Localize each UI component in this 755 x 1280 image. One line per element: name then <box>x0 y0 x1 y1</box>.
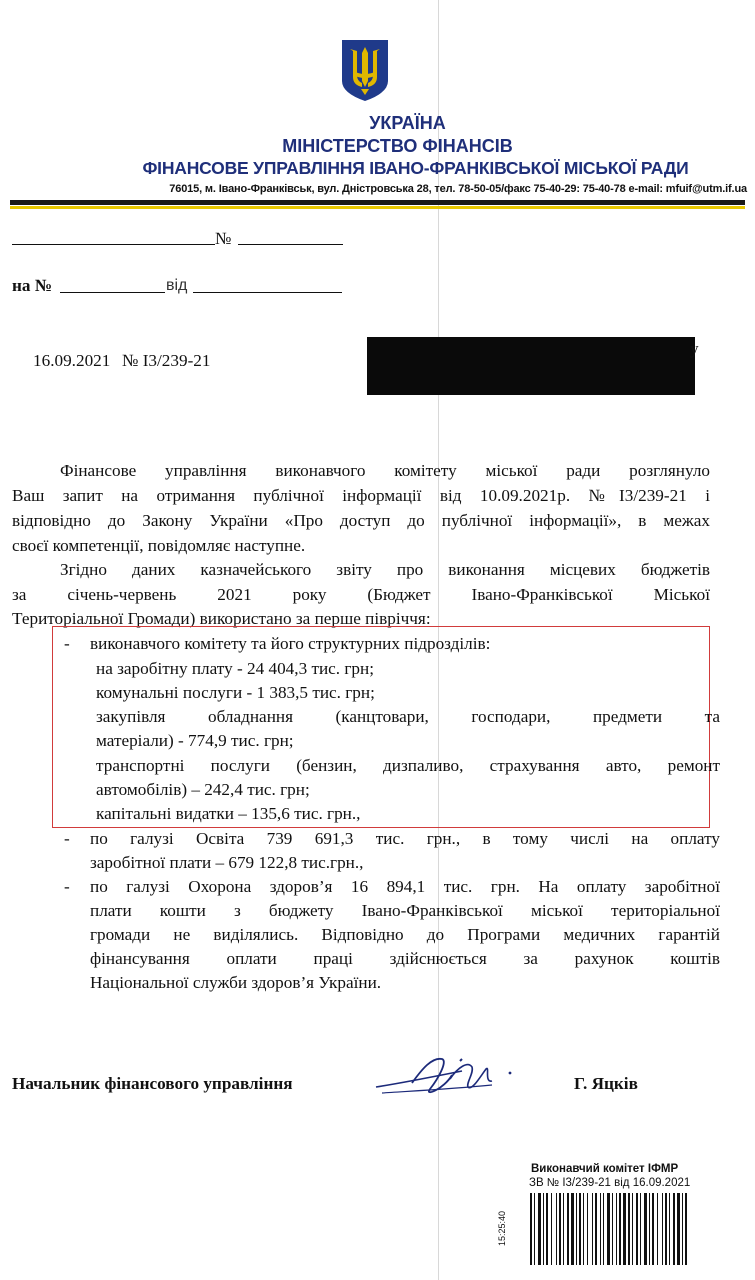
outgoing-date-field <box>12 244 215 245</box>
para2-line2: за січень-червень 2021 року (Бюджет Івано-Франківської Міської <box>12 585 710 604</box>
barcode-bar <box>636 1193 638 1265</box>
outgoing-number-field <box>238 244 343 245</box>
para1-line3: відповідно до Закону України «Про доступ до публічної інформації», в межах <box>12 511 710 530</box>
bullet1-capital: капітальні видатки – 135,6 тис. грн., <box>96 804 361 823</box>
reply-date-field <box>193 292 342 293</box>
bullet3-line1: по галузі Охорона здоров’я 16 894,1 тис. грн. На оплату заробітної <box>90 877 720 896</box>
barcode-bar <box>673 1193 675 1265</box>
barcode-bar <box>556 1193 557 1265</box>
bullet1-salary: на заробітну плату - 24 404,3 тис. грн; <box>96 659 375 678</box>
barcode-bar <box>534 1193 535 1265</box>
barcode-bar <box>657 1193 658 1265</box>
barcode-bar <box>616 1193 617 1265</box>
barcode-bar <box>619 1193 621 1265</box>
barcode-bar <box>579 1193 581 1265</box>
bullet1-equipment-1: закупівля обладнання (канцтовари, господари, предмети та <box>96 707 720 726</box>
trident-emblem-icon <box>339 37 391 103</box>
barcode-bar <box>632 1193 633 1265</box>
bullet1-utilities: комунальні послуги - 1 383,5 тис. грн; <box>96 683 375 702</box>
stamp-time: 15:25:40 <box>497 1210 507 1246</box>
bullet2-dash: - <box>64 829 70 848</box>
barcode-bar <box>567 1193 569 1265</box>
from-label: від <box>166 277 188 294</box>
barcode-bar <box>649 1193 650 1265</box>
country-title: УКРАЇНА <box>369 113 446 133</box>
recipient-trailing-char: у <box>690 339 699 358</box>
ministry-title: МІНІСТЕРСТВО ФІНАНСІВ <box>282 136 513 156</box>
barcode-bar <box>576 1193 577 1265</box>
barcode-bar <box>551 1193 552 1265</box>
barcode-bar <box>612 1193 613 1265</box>
para1-line1: Фінансове управління виконавчого комітету міської ради розглянуло <box>60 461 710 480</box>
barcode-bar <box>600 1193 601 1265</box>
document-number: № І3/239-21 <box>122 351 211 370</box>
address-line: 76015, м. Івано-Франківськ, вул. Дністровська 28, тел. 78-50-05/факс 75-40-29: 75-40-78 e-mail: mfuif@utm.if.ua <box>169 183 747 195</box>
barcode-bar <box>665 1193 667 1265</box>
stamp-registration: ЗВ № І3/239-21 від 16.09.2021 <box>529 1177 691 1189</box>
bullet1-transport-1: транспортні послуги (бензин, дизпаливо, страхування авто, ремонт <box>96 756 720 775</box>
signatory-name: Г. Яцків <box>574 1074 638 1093</box>
barcode-bar <box>583 1193 584 1265</box>
header-rule-yellow <box>10 206 745 209</box>
barcode-bar <box>592 1193 593 1265</box>
barcode-bar <box>652 1193 654 1265</box>
barcode-bar <box>623 1193 626 1265</box>
barcode-bar <box>587 1193 588 1265</box>
para2-line3: Територіальної Громади) використано за перше півріччя: <box>12 609 431 628</box>
bullet1-title: виконавчого комітету та його структурних підрозділів: <box>90 634 491 653</box>
signatory-position: Начальник фінансового управління <box>12 1074 293 1093</box>
para1-line4: своєї компетенції, повідомляє наступне. <box>12 536 306 555</box>
para1-line2: Ваш запит на отримання публічної інформації від 10.09.2021р. №І3/239-21 і <box>12 486 710 505</box>
bullet3-line2: плати кошти з бюджету Івано-Франківської міської територіальної <box>90 901 720 920</box>
barcode-bar <box>559 1193 561 1265</box>
reply-prefix: на № <box>12 276 53 295</box>
registration-barcode <box>528 1193 688 1265</box>
handwritten-signature <box>372 1049 522 1099</box>
para2-line1: Згідно даних казначейського звіту про виконання місцевих бюджетів <box>60 560 710 579</box>
barcode-bar <box>571 1193 574 1265</box>
barcode-bar <box>563 1193 564 1265</box>
barcode-bar <box>644 1193 647 1265</box>
barcode-bar <box>538 1193 541 1265</box>
barcode-bar <box>682 1193 683 1265</box>
bullet1-dash: - <box>64 634 70 653</box>
barcode-bar <box>677 1193 680 1265</box>
barcode-bar <box>685 1193 687 1265</box>
bullet3-line3: громади не виділялись. Відповідно до Програми медичних гарантій <box>90 925 720 944</box>
department-title: ФІНАНСОВЕ УПРАВЛІННЯ ІВАНО-ФРАНКІВСЬКОЇ МІСЬКОЇ РАДИ <box>142 158 689 178</box>
barcode-bar <box>530 1193 532 1265</box>
barcode-bar <box>543 1193 544 1265</box>
stamp-organization: Виконавчий комітет ІФМР <box>531 1163 679 1175</box>
bullet3-line4: фінансування оплати праці здійснюється за рахунок коштів <box>90 949 720 968</box>
barcode-bar <box>669 1193 670 1265</box>
number-sign: № <box>215 229 232 248</box>
barcode-bar <box>603 1193 604 1265</box>
bullet1-transport-2: автомобілів) – 242,4 тис. грн; <box>96 780 310 799</box>
document-date: 16.09.2021 <box>33 351 111 370</box>
bullet1-equipment-2: матеріали) - 774,9 тис. грн; <box>96 731 294 750</box>
bullet3-dash: - <box>64 877 70 896</box>
barcode-bar <box>546 1193 548 1265</box>
barcode-bar <box>607 1193 610 1265</box>
bullet2-line2: заробітної плати – 679 122,8 тис.грн., <box>90 853 364 872</box>
bullet3-line5: Національної служби здоров’я України. <box>90 973 382 992</box>
barcode-bar <box>640 1193 641 1265</box>
header-rule <box>10 200 745 205</box>
barcode-bar <box>662 1193 663 1265</box>
bullet2-line1: по галузі Освіта 739 691,3 тис. грн., в тому числі на оплату <box>90 829 720 848</box>
barcode-bar <box>628 1193 630 1265</box>
barcode-bar <box>595 1193 597 1265</box>
reply-number-field <box>60 292 165 293</box>
redacted-recipient <box>367 337 695 395</box>
